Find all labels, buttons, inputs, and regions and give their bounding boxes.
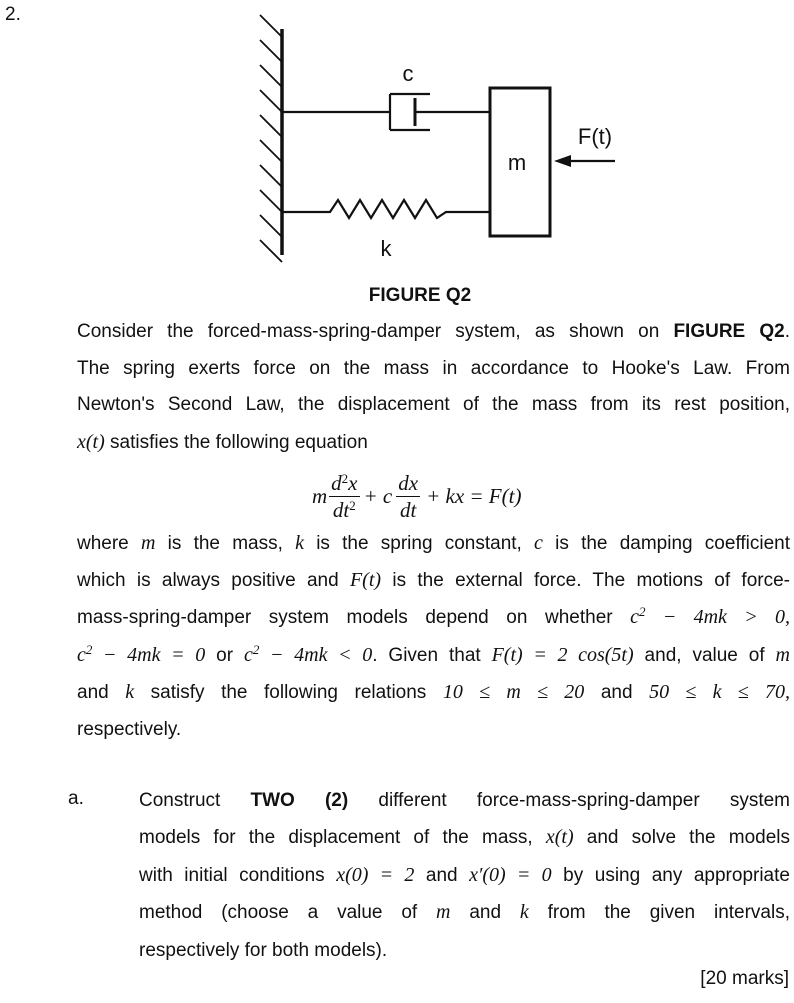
figure-caption: FIGURE Q2 — [368, 285, 472, 306]
part-a-line-5: respectively for both models). — [139, 939, 388, 961]
part-a-text — [139, 782, 790, 969]
mass-label: m — [507, 150, 527, 175]
differential-equation: m $\frac{d^2x}{dt^2}$ + c $\frac{dx}{dt}$ + kx = F(t) — [312, 470, 522, 522]
body-line-1: where m is the mass, k is the spring constant, c is the damping coefficient — [77, 532, 791, 554]
marks-allocation: [20 marks] — [700, 968, 789, 989]
mass-spring-damper-figure — [0, 0, 794, 290]
body-line-4: $c^2 - 4mk = 0$ or $c^2 - 4mk < 0$. Given that F(t) = 2 cos(5t) and, value of m — [77, 641, 790, 666]
force-arrow-head — [554, 155, 571, 167]
body-paragraph — [77, 525, 790, 748]
part-a-label: a. — [68, 788, 84, 809]
wall-hatching — [260, 15, 282, 262]
first-derivative-fraction: $\frac{dx}{dt}$ — [398, 470, 419, 522]
spring — [282, 200, 490, 218]
intro-line-4: x(t) satisfies the following equation — [77, 431, 368, 454]
intro-paragraph — [77, 314, 790, 462]
part-a-line-1: Construct TWO (2) different force-mass-spring-damper system — [139, 790, 790, 811]
part-a-line-4: method (choose a value of m and k from the given intervals, — [139, 901, 790, 924]
body-line-3: mass-spring-damper system models depend on whether $c^2 - 4mk > 0$, — [77, 604, 790, 629]
spring-label: k — [380, 236, 392, 261]
body-line-6: respectively. — [77, 719, 182, 741]
force-label: F(t) — [577, 124, 613, 149]
body-line-2: which is always positive and F(t) is the external force. The motions of force- — [77, 569, 790, 592]
body-line-5: and k satisfy the following relations 10 ≤ m ≤ 20 and 50 ≤ k ≤ 70, — [77, 680, 790, 703]
intro-line-1: Consider the forced-mass-spring-damper system, as shown on FIGURE Q2. — [77, 321, 790, 342]
intro-line-3: Newton's Second Law, the displacement of the mass from its rest position, — [77, 394, 790, 416]
part-a-line-2: models for the displacement of the mass, x(t) and solve the models — [139, 826, 790, 849]
question-number: 2. — [5, 4, 21, 25]
damper-label: c — [402, 61, 414, 86]
damper — [282, 94, 490, 130]
intro-line-2: The spring exerts force on the mass in accordance to Hooke's Law. From — [77, 357, 790, 379]
second-derivative-fraction: $\frac{d^2x}{dt^2}$ — [331, 470, 358, 522]
part-a-line-3: with initial conditions x(0) = 2 and x′(0) = 0 by using any appropriate — [139, 863, 790, 886]
